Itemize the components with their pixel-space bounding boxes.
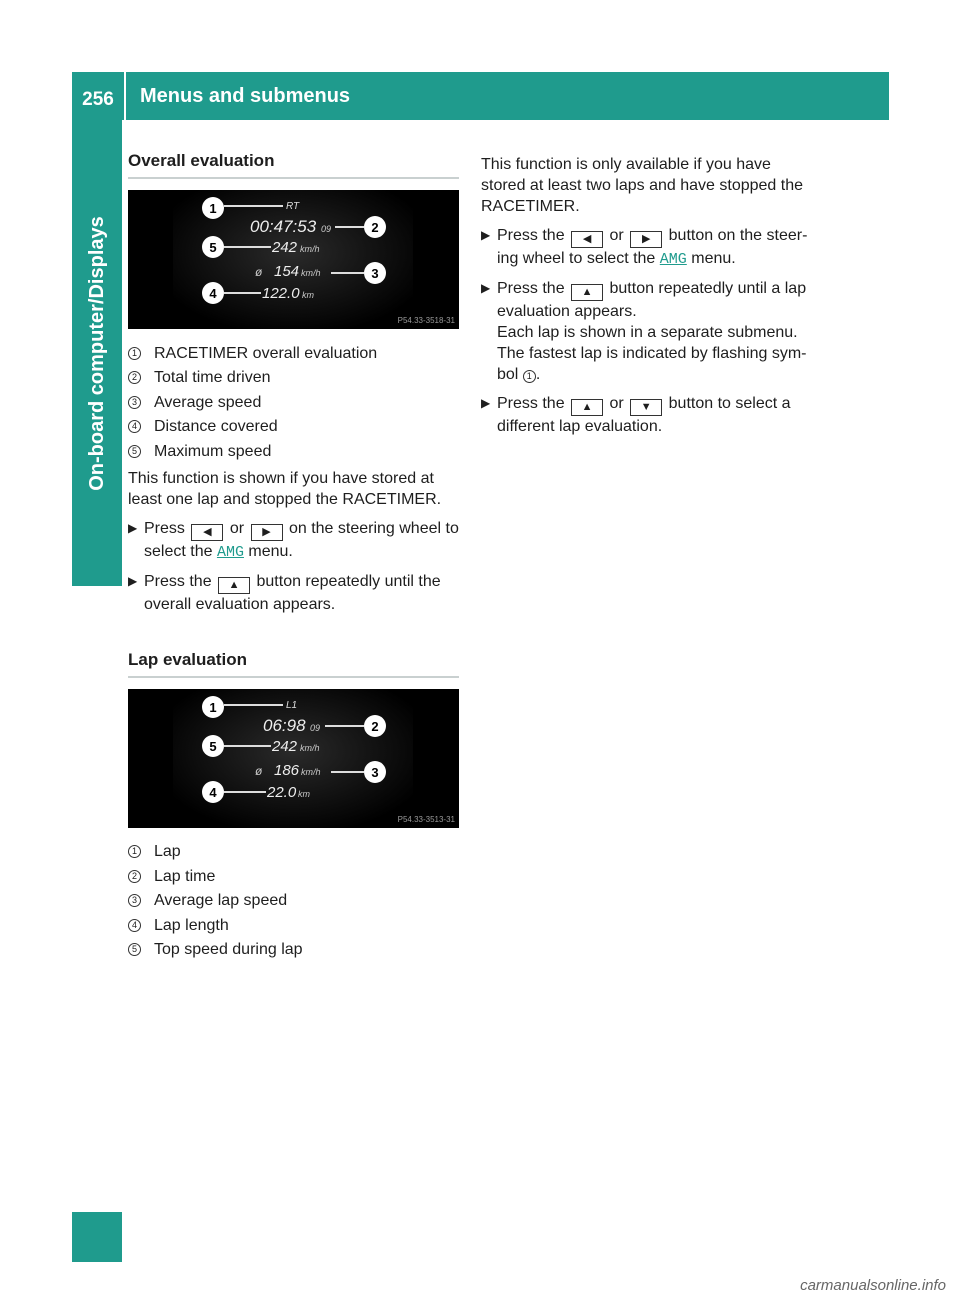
step-text: button repeatedly until the overall evaluation appears.	[144, 572, 441, 613]
step-text: menu.	[248, 542, 293, 560]
legend-item	[128, 439, 459, 464]
fig-tag: L1	[286, 699, 298, 711]
legend-number: 4	[128, 420, 141, 433]
up-button-icon: ▲	[571, 399, 603, 416]
amg-menu-ref: AMG	[659, 251, 687, 268]
legend-text: Distance covered	[154, 418, 278, 436]
legend-number: 4	[128, 919, 141, 932]
legend-item	[128, 390, 459, 415]
step-text: Press the	[497, 395, 565, 412]
down-button-icon: ▼	[630, 399, 662, 416]
overall-display-svg	[128, 190, 459, 329]
fig-tag: RT	[286, 201, 300, 212]
fig-distance-unit: km	[302, 290, 314, 300]
step-arrow-icon: ▶	[481, 281, 491, 295]
legend-text: Average speed	[154, 393, 262, 411]
step-text: or	[229, 519, 245, 537]
lap-evaluation-figure	[128, 689, 459, 828]
step-arrow-icon: ▶	[481, 228, 491, 242]
amg-menu-ref: AMG	[216, 543, 244, 561]
step-text: Press the	[497, 227, 565, 244]
fig-code: P54.33-3518-31	[397, 316, 455, 325]
running-title: Menus and submenus	[140, 85, 351, 107]
step-text: Press the	[144, 572, 212, 590]
fig-avg-speed: 186	[274, 761, 300, 779]
legend-text: Total time driven	[154, 369, 271, 387]
fig-max-unit: km/h	[300, 244, 320, 254]
lap-display-svg	[128, 689, 459, 828]
right-button-icon: ▶	[630, 231, 662, 248]
legend-text: Average lap speed	[154, 892, 288, 910]
left-column	[128, 150, 459, 962]
fig-time-sub: 09	[321, 224, 332, 234]
legend-item	[128, 864, 459, 889]
overall-legend	[128, 341, 459, 464]
svg-text:1: 1	[209, 201, 217, 216]
fig-distance: 122.0	[262, 285, 300, 302]
step-arrow-icon: ▶	[128, 573, 138, 588]
overall-step-2	[128, 571, 459, 615]
overall-intro: This function is shown if you have stored at least one lap and stopped the RACETIMER.	[128, 469, 442, 508]
overall-evaluation-heading: Overall evaluation	[128, 150, 459, 179]
side-tab-label: On-board computer/Displays	[85, 215, 108, 491]
legend-item	[128, 341, 459, 366]
side-tab	[72, 120, 122, 586]
svg-text:2: 2	[371, 718, 379, 734]
symbol-1-icon: 1	[523, 370, 536, 383]
legend-item	[128, 840, 459, 865]
svg-text:3: 3	[371, 764, 379, 780]
legend-text: Lap length	[154, 916, 229, 934]
fig-avg-symbol: ø	[255, 265, 263, 279]
left-button-icon: ◀	[191, 524, 223, 541]
overall-evaluation-figure	[128, 190, 459, 329]
legend-text: Top speed during lap	[154, 941, 303, 959]
step-arrow-icon: ▶	[128, 520, 138, 535]
legend-number: 5	[128, 943, 141, 956]
legend-number: 1	[128, 845, 141, 858]
step-text: Press the	[497, 280, 565, 297]
fig-max-speed: 242	[272, 239, 298, 256]
legend-text: Maximum speed	[154, 442, 272, 460]
fig-avg-speed: 154	[274, 263, 300, 280]
step-text: or	[609, 395, 624, 412]
step-text: button repeatedly until a lap evaluation appears.	[497, 280, 807, 320]
legend-item	[128, 889, 459, 914]
right-button-icon: ▶	[251, 524, 283, 541]
legend-item	[128, 415, 459, 440]
svg-text:5: 5	[209, 738, 217, 754]
up-button-icon: ▲	[571, 284, 603, 301]
right-column	[481, 150, 814, 437]
step-text: Each lap is shown in a separate submenu.	[497, 324, 798, 341]
step-text: on the steering wheel to select the	[144, 519, 459, 560]
svg-text:5: 5	[209, 240, 217, 255]
step-arrow-icon: ▶	[481, 396, 491, 410]
svg-text:4: 4	[209, 286, 217, 301]
svg-text:2: 2	[371, 220, 379, 235]
page-number: 256	[72, 72, 126, 120]
legend-number: 5	[128, 445, 141, 458]
up-button-icon: ▲	[218, 577, 250, 594]
fig-time-sub: 09	[310, 722, 321, 733]
svg-text:3: 3	[371, 266, 379, 281]
header-bar	[72, 72, 889, 120]
step-text: .	[535, 366, 541, 383]
lap-step-2	[481, 278, 814, 385]
fig-time: 00:47:53	[250, 217, 317, 236]
fig-avg-unit: km/h	[301, 268, 321, 278]
fig-distance: 22.0	[267, 783, 297, 801]
lap-legend	[128, 840, 459, 963]
legend-text: Lap	[154, 843, 181, 861]
step-text: menu.	[691, 250, 736, 267]
step-text: button to select a different lap evaluation.	[497, 395, 791, 435]
legend-number: 1	[128, 347, 141, 360]
fig-avg-unit: km/h	[301, 766, 321, 777]
legend-number: 3	[128, 396, 141, 409]
overall-step-1	[128, 518, 459, 563]
legend-item	[128, 913, 459, 938]
legend-number: 3	[128, 894, 141, 907]
step-text: or	[609, 227, 624, 244]
svg-text:1: 1	[209, 699, 217, 715]
fig-distance-unit: km	[298, 788, 310, 799]
lap-evaluation-heading: Lap evaluation	[128, 649, 459, 678]
legend-item	[128, 938, 459, 963]
step-text: button on the steer-ing wheel to select the	[497, 227, 808, 267]
watermark: carmanualsonline.info	[800, 1277, 946, 1294]
step-text: Press	[144, 519, 185, 537]
fig-code: P54.33-3513-31	[397, 814, 455, 824]
legend-number: 2	[128, 371, 141, 384]
legend-text: RACETIMER overall evaluation	[154, 344, 378, 362]
legend-item	[128, 366, 459, 391]
left-button-icon: ◀	[571, 231, 603, 248]
svg-text:4: 4	[209, 784, 217, 800]
fig-time: 06:98	[263, 715, 306, 735]
lap-intro: This function is only available if you have stored at least two laps and have stopped the RACETIMER.	[481, 156, 803, 215]
legend-number: 2	[128, 870, 141, 883]
fig-max-speed: 242	[272, 737, 298, 755]
legend-text: Lap time	[154, 867, 216, 885]
fig-avg-symbol: ø	[255, 763, 263, 778]
side-marker	[72, 1212, 122, 1262]
lap-step-1	[481, 225, 814, 270]
step-text: The fastest lap is indicated by flashing sym-bol	[497, 345, 807, 383]
lap-step-3	[481, 393, 814, 437]
fig-max-unit: km/h	[300, 742, 320, 753]
